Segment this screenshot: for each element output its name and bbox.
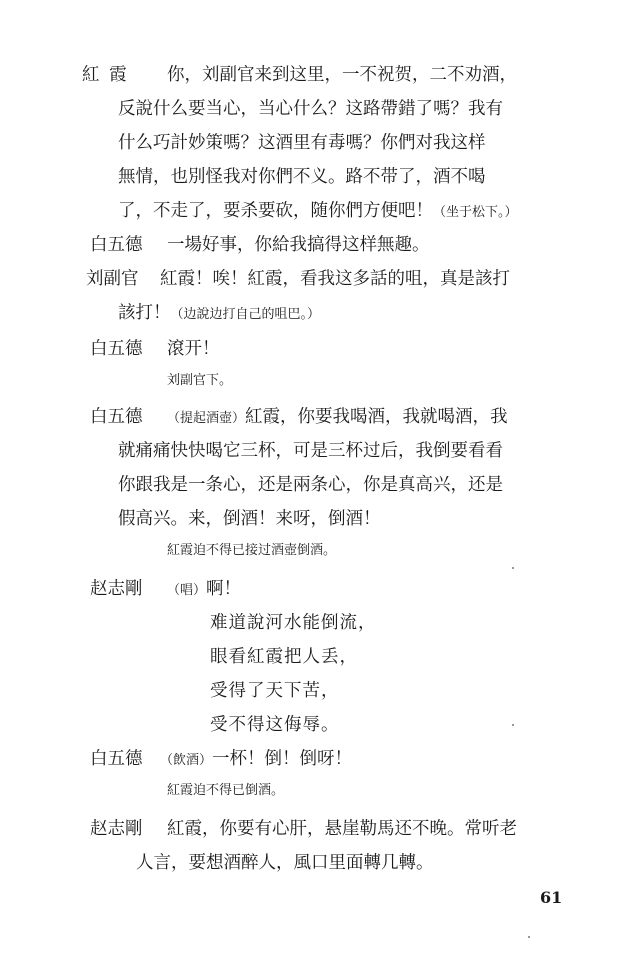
dialogue-line: 一場好事，你給我搞得这样無趣。 bbox=[167, 235, 430, 255]
stage-direction: （坐于松下。） bbox=[433, 205, 518, 220]
speaker-liufuguan: 刘副官 bbox=[86, 269, 139, 289]
scan-speck bbox=[512, 724, 514, 726]
stage-direction: （唱） bbox=[167, 583, 207, 598]
page-number: 61 bbox=[540, 888, 563, 907]
song-line: 眼看紅霞把人丢， bbox=[210, 647, 358, 667]
dialogue-line bbox=[160, 748, 352, 772]
scan-speck bbox=[512, 567, 514, 569]
dialogue-line bbox=[118, 200, 518, 224]
stage-direction: （提起酒壺） bbox=[167, 411, 246, 426]
speaker-zhaozhigang-2: 赵志剛 bbox=[90, 819, 143, 839]
scan-speck bbox=[528, 936, 530, 938]
dialogue-line: 假高兴。来，倒酒！来呀，倒酒！ bbox=[118, 509, 381, 529]
dialogue-line: 紅霞！唉！紅霞，看我这多話的咀，真是該打 bbox=[160, 269, 510, 289]
dialogue-line: 你跟我是一条心，还是兩条心，你是真高兴，还是 bbox=[118, 475, 503, 495]
dialogue-text: 該打！ bbox=[118, 303, 171, 323]
dialogue-line bbox=[167, 406, 508, 430]
speaker-baiwude-1: 白五德 bbox=[90, 235, 143, 255]
dialogue-line: 人言，要想酒醉人，風口里面轉几轉。 bbox=[136, 853, 434, 873]
dialogue-line: 你，刘副官来到这里，一不祝贺，二不劝酒， bbox=[167, 65, 517, 85]
dialogue-line bbox=[118, 302, 320, 326]
song-line: 受得了天下苦， bbox=[210, 681, 340, 701]
speaker-hongxia-1: 紅 霞 bbox=[82, 65, 129, 85]
dialogue-text: 啊！ bbox=[206, 579, 242, 599]
stage-direction: （飲酒） bbox=[160, 753, 213, 768]
speaker-baiwude-3: 白五德 bbox=[90, 407, 143, 427]
song-line: 受不得这侮辱。 bbox=[210, 715, 340, 735]
dialogue-line: 什么巧計妙策嗎？这酒里有毒嗎？你們对我这样 bbox=[118, 133, 486, 153]
speaker-zhaozhigang-1: 赵志剛 bbox=[90, 579, 143, 599]
dialogue-text: 紅霞，你要我喝酒，我就喝酒，我 bbox=[245, 407, 508, 427]
stage-note: 紅霞迫不得已接过酒壺倒酒。 bbox=[167, 543, 337, 558]
dialogue-line: 反說什么要当心，当心什么？这路帶錯了嗎？我有 bbox=[118, 99, 503, 119]
song-line: 难道說河水能倒流， bbox=[210, 613, 377, 633]
stage-note: 紅霞迫不得已倒酒。 bbox=[167, 783, 285, 798]
dialogue-line: 無情，也別怪我对你們不义。路不带了，酒不喝 bbox=[118, 167, 486, 187]
dialogue-line: 滾开！ bbox=[167, 339, 220, 359]
dialogue-text: 了，不走了，要杀要砍，随你們方便吧！ bbox=[118, 201, 433, 221]
stage-note: 刘副官下。 bbox=[167, 373, 233, 388]
speaker-baiwude-4: 白五德 bbox=[90, 749, 143, 769]
dialogue-line: 紅霞，你要有心肝，悬崖勒馬还不晚。常听老 bbox=[167, 819, 517, 839]
stage-direction: （边說边打自己的咀巴。） bbox=[170, 307, 321, 322]
speaker-baiwude-2: 白五德 bbox=[90, 339, 143, 359]
dialogue-line: 就痛痛快快喝它三杯，可是三杯过后，我倒要看看 bbox=[118, 441, 503, 461]
dialogue-line bbox=[167, 578, 241, 602]
dialogue-text: 一杯！倒！倒呀！ bbox=[212, 749, 353, 769]
